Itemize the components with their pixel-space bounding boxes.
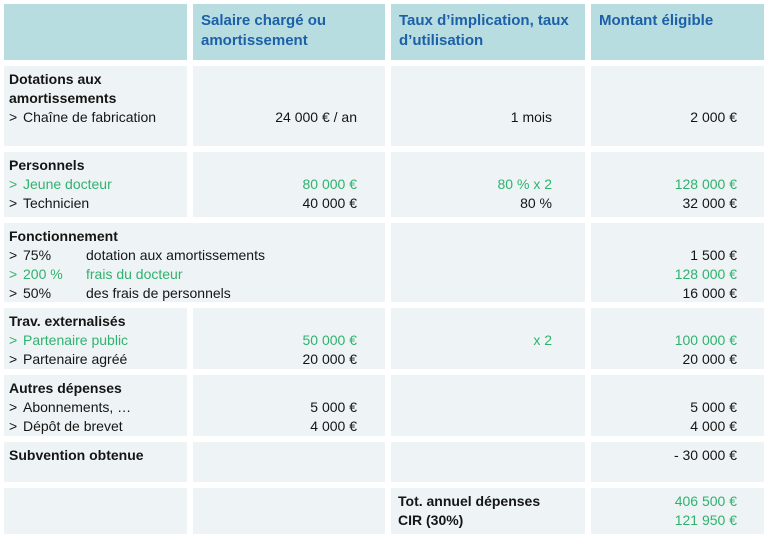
label-text: Personnels <box>9 157 85 173</box>
label-text <box>9 512 13 528</box>
value-line <box>591 89 737 108</box>
value-line <box>591 175 737 194</box>
row-subvention-obtenue <box>4 442 764 482</box>
value-line <box>591 70 737 89</box>
chevron-prefix: > <box>9 332 18 348</box>
value-line <box>391 417 552 436</box>
value-text <box>733 228 737 244</box>
value-line <box>193 492 357 511</box>
value-line <box>391 70 552 89</box>
value-text: 406 500 € <box>674 493 737 509</box>
label-text: Jeune docteur <box>23 176 112 192</box>
value-line <box>591 492 737 511</box>
value-line <box>591 350 737 369</box>
value-text: 20 000 € <box>682 351 737 367</box>
value-text <box>548 447 552 463</box>
value-text <box>548 380 552 396</box>
value-line <box>398 511 581 530</box>
value-line <box>193 70 357 89</box>
cell-totaux-label <box>4 488 187 534</box>
value-line <box>391 246 552 265</box>
value-text <box>733 90 737 106</box>
value-text: 16 000 € <box>682 285 737 301</box>
label-line <box>9 108 184 127</box>
value-text <box>548 313 552 329</box>
value-line <box>591 284 737 302</box>
value-line <box>591 417 737 436</box>
percentage-value: 200 % <box>23 266 63 282</box>
value-line <box>591 331 737 350</box>
value-text <box>353 512 357 528</box>
cell-subvention-obtenue-montant <box>591 442 764 482</box>
cell-travaux-externalises-salaire <box>193 308 385 369</box>
value-text <box>548 228 552 244</box>
row-personnels <box>4 152 764 217</box>
value-line <box>591 265 737 284</box>
label-line <box>9 379 184 398</box>
label-line <box>9 227 382 246</box>
cir-table <box>4 4 764 534</box>
label-text: Trav. externalisés <box>9 313 126 329</box>
percentage-value: 50% <box>23 285 52 301</box>
label-text: Fonctionnement <box>9 228 118 244</box>
label-text: Dotations aux <box>9 71 102 87</box>
value-text: 4 000 € <box>310 418 357 434</box>
label-line <box>9 511 184 530</box>
value-text <box>548 285 552 301</box>
label-text: Chaîne de fabrication <box>23 109 157 125</box>
value-text <box>548 90 552 106</box>
value-text <box>353 447 357 463</box>
label-text <box>9 493 13 509</box>
chevron-prefix: > <box>9 266 18 282</box>
row-fonctionnement <box>4 223 764 302</box>
value-text <box>548 247 552 263</box>
value-text: 1 mois <box>510 109 552 125</box>
value-line <box>193 108 357 127</box>
label-line <box>9 331 184 350</box>
value-text <box>548 266 552 282</box>
label-text: des frais de personnels <box>86 285 231 301</box>
cell-personnels-taux <box>391 152 585 217</box>
chevron-prefix: > <box>9 247 18 263</box>
value-text <box>353 157 357 173</box>
header-cell-label <box>4 4 187 60</box>
value-line <box>391 227 552 246</box>
value-line <box>193 312 357 331</box>
label-text: frais du docteur <box>86 266 183 282</box>
value-text <box>353 493 357 509</box>
value-line <box>391 446 552 465</box>
cell-fonctionnement-taux <box>391 223 585 302</box>
label-line <box>9 350 184 369</box>
chevron-prefix: > <box>9 418 18 434</box>
label-line <box>9 194 184 213</box>
value-text: 128 000 € <box>674 266 737 282</box>
value-text <box>353 90 357 106</box>
cell-personnels-label <box>4 152 187 217</box>
value-text <box>548 157 552 173</box>
value-line <box>591 511 737 530</box>
label-text: Dépôt de brevet <box>23 418 123 434</box>
chevron-prefix: > <box>9 285 18 301</box>
value-line <box>391 265 552 284</box>
chevron-prefix: > <box>9 176 18 192</box>
label-text: Partenaire agréé <box>23 351 128 367</box>
value-line <box>591 312 737 331</box>
row-dotations-amortissements <box>4 66 764 146</box>
label-line <box>9 175 184 194</box>
cell-dotations-amortissements-label <box>4 66 187 146</box>
cell-dotations-amortissements-salaire <box>193 66 385 146</box>
label-line <box>9 156 184 175</box>
value-line <box>391 89 552 108</box>
cell-dotations-amortissements-taux <box>391 66 585 146</box>
value-text: 80 000 € <box>302 176 357 192</box>
value-line <box>391 284 552 302</box>
percentage-value: 75% <box>23 247 52 263</box>
cell-autres-depenses-taux <box>391 375 585 436</box>
label-text: Partenaire public <box>23 332 129 348</box>
value-line <box>391 108 552 127</box>
value-text: Tot. annuel dépenses <box>398 493 541 509</box>
value-line <box>591 379 737 398</box>
cell-totaux-montant <box>591 488 764 534</box>
cell-subvention-obtenue-salaire <box>193 442 385 482</box>
label-text: Abonnements, … <box>23 399 132 415</box>
cell-fonctionnement-label <box>4 223 385 302</box>
label-text: dotation aux amortissements <box>86 247 265 263</box>
value-text <box>733 380 737 396</box>
value-line <box>391 156 552 175</box>
value-line <box>193 446 357 465</box>
value-line <box>391 379 552 398</box>
value-line <box>591 398 737 417</box>
chevron-prefix: > <box>9 399 18 415</box>
chevron-prefix: > <box>9 195 18 211</box>
value-line <box>391 398 552 417</box>
cell-travaux-externalises-taux <box>391 308 585 369</box>
value-line <box>391 175 552 194</box>
value-text <box>733 71 737 87</box>
value-line <box>193 175 357 194</box>
header-row <box>4 4 764 60</box>
cell-totaux-taux <box>391 488 585 534</box>
value-text <box>353 313 357 329</box>
cell-autres-depenses-salaire <box>193 375 385 436</box>
chevron-prefix: > <box>9 109 18 125</box>
value-line <box>193 89 357 108</box>
cell-personnels-montant <box>591 152 764 217</box>
value-text <box>353 71 357 87</box>
value-line <box>193 379 357 398</box>
value-text: - 30 000 € <box>673 447 737 463</box>
label-line <box>9 492 184 511</box>
value-text: CIR (30%) <box>398 512 464 528</box>
row-autres-depenses <box>4 375 764 436</box>
value-text: 80 % x 2 <box>497 176 552 192</box>
label-line <box>9 89 184 108</box>
value-line <box>193 331 357 350</box>
label-text: amortissements <box>9 90 117 106</box>
cell-personnels-salaire <box>193 152 385 217</box>
value-text <box>733 157 737 173</box>
label-text: Technicien <box>23 195 90 211</box>
value-line <box>591 227 737 246</box>
value-text: 4 000 € <box>690 418 737 434</box>
value-line <box>591 194 737 213</box>
value-line <box>591 108 737 127</box>
value-text <box>548 418 552 434</box>
value-text <box>548 399 552 415</box>
value-line <box>193 511 357 530</box>
value-line <box>591 446 737 465</box>
value-text: 5 000 € <box>690 399 737 415</box>
value-line <box>391 312 552 331</box>
value-text: 100 000 € <box>674 332 737 348</box>
cell-travaux-externalises-montant <box>591 308 764 369</box>
label-line <box>9 417 184 436</box>
cell-subvention-obtenue-label <box>4 442 187 482</box>
value-text: 5 000 € <box>310 399 357 415</box>
value-line <box>591 246 737 265</box>
value-line <box>193 417 357 436</box>
cell-subvention-obtenue-taux <box>391 442 585 482</box>
value-text: x 2 <box>533 332 552 348</box>
cell-dotations-amortissements-montant <box>591 66 764 146</box>
value-line <box>193 398 357 417</box>
cell-totaux-salaire <box>193 488 385 534</box>
label-text: Autres dépenses <box>9 380 122 396</box>
value-text: 1 500 € <box>690 247 737 263</box>
value-line <box>193 194 357 213</box>
label-line <box>9 265 382 284</box>
value-text <box>548 71 552 87</box>
label-line <box>9 284 382 302</box>
cell-autres-depenses-label <box>4 375 187 436</box>
row-totaux <box>4 488 764 534</box>
cell-fonctionnement-montant <box>591 223 764 302</box>
value-line <box>391 350 552 369</box>
value-text: 40 000 € <box>302 195 357 211</box>
value-line <box>591 156 737 175</box>
value-line <box>193 156 357 175</box>
value-line <box>391 194 552 213</box>
value-text: 24 000 € / an <box>275 109 357 125</box>
row-travaux-externalises <box>4 308 764 369</box>
value-text <box>548 351 552 367</box>
value-line <box>398 492 581 511</box>
table-body <box>4 66 764 534</box>
header-cell-taux: Taux d’implication, taux d’utilisation <box>391 4 585 60</box>
label-line <box>9 446 184 465</box>
value-text: 20 000 € <box>302 351 357 367</box>
label-line <box>9 398 184 417</box>
value-line <box>391 331 552 350</box>
value-text: 128 000 € <box>674 176 737 192</box>
label-line <box>9 312 184 331</box>
label-line <box>9 246 382 265</box>
value-text: 121 950 € <box>674 512 737 528</box>
cell-autres-depenses-montant <box>591 375 764 436</box>
cell-travaux-externalises-label <box>4 308 187 369</box>
label-line <box>9 70 184 89</box>
value-text: 32 000 € <box>682 195 737 211</box>
value-text <box>733 313 737 329</box>
header-cell-salaire: Salaire chargé ou amortissement <box>193 4 385 60</box>
header-cell-montant: Montant éligible <box>591 4 764 60</box>
value-text: 50 000 € <box>302 332 357 348</box>
label-text: Subvention obtenue <box>9 447 144 463</box>
value-text: 2 000 € <box>690 109 737 125</box>
chevron-prefix: > <box>9 351 18 367</box>
value-line <box>193 350 357 369</box>
value-text <box>353 380 357 396</box>
value-text: 80 % <box>520 195 552 211</box>
